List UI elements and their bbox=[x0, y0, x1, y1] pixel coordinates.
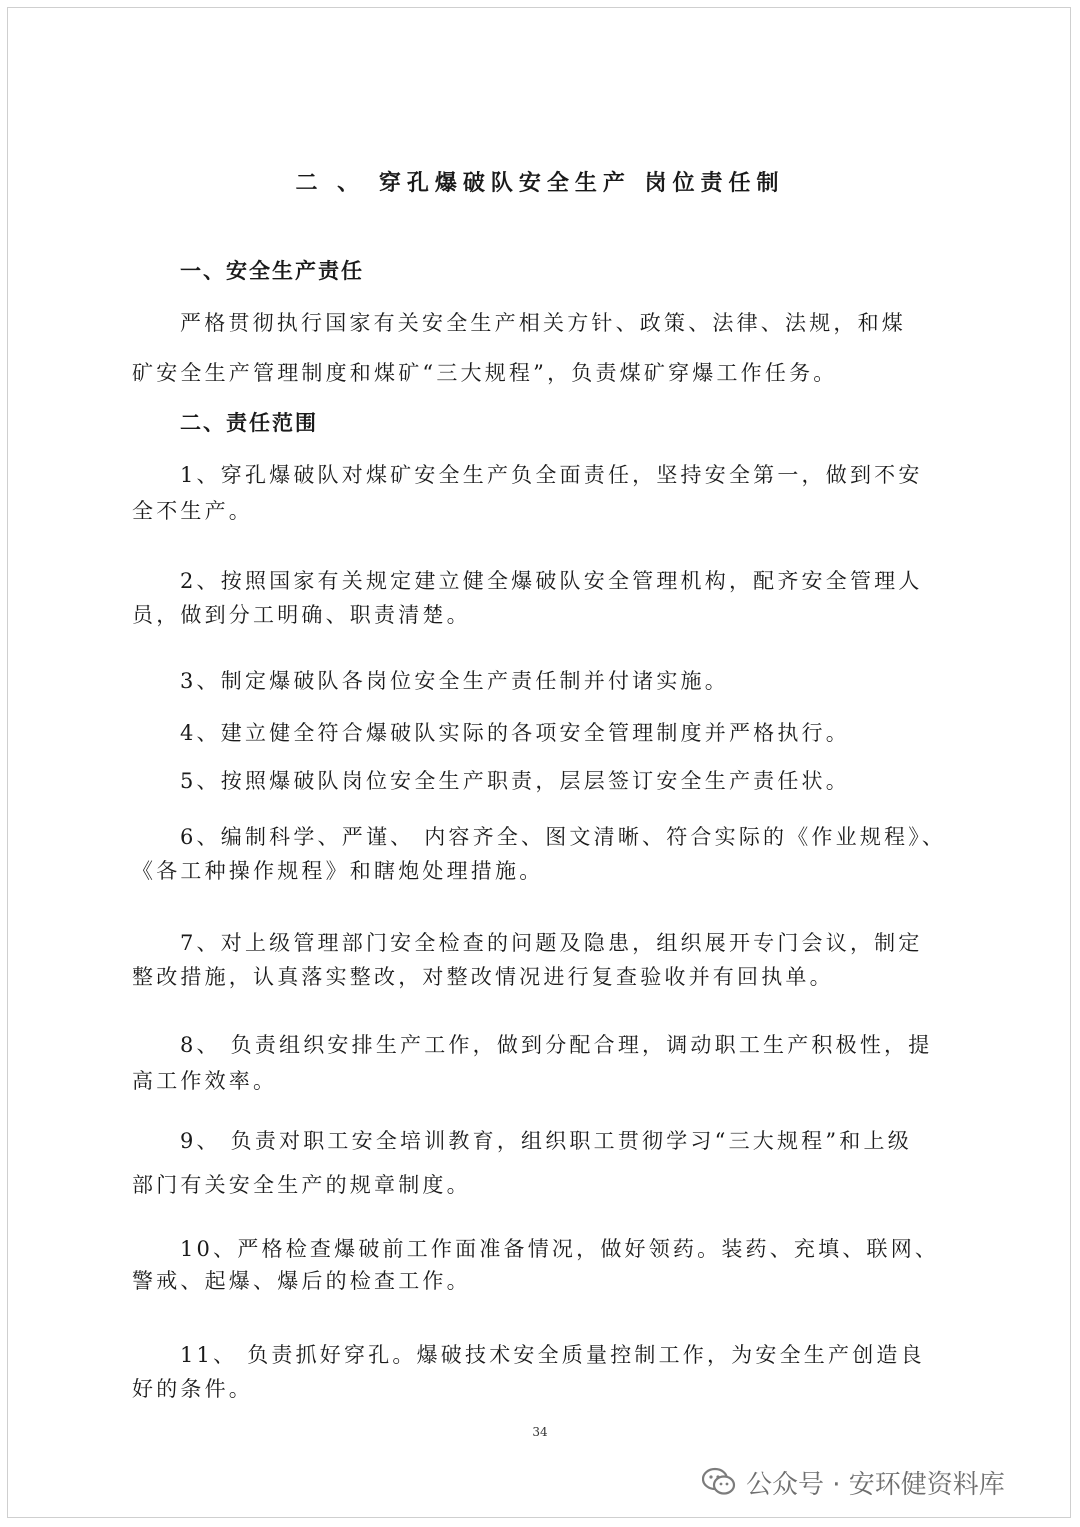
item-4: 4、建立健全符合爆破队实际的各项安全管理制度并严格执行。 bbox=[180, 721, 850, 745]
watermark-text: 公众号 · 安环健资料库 bbox=[746, 1469, 1005, 1500]
item-2-line1: 2、按照国家有关规定建立健全爆破队安全管理机构，配齐安全管理人 bbox=[180, 569, 923, 593]
section1-heading: 一、安全生产责任 bbox=[180, 258, 364, 283]
section1-body-line1: 严格贯彻执行国家有关安全生产相关方针、政策、法律、法规，和煤 bbox=[180, 311, 906, 335]
watermark bbox=[702, 1462, 1005, 1502]
item-10-line2: 警戒、起爆、爆后的检查工作。 bbox=[132, 1269, 471, 1293]
section2-heading: 二、责任范围 bbox=[180, 410, 318, 435]
item-6-line2: 《各工种操作规程》和瞎炮处理措施。 bbox=[132, 859, 544, 883]
page-number: 34 bbox=[532, 1425, 548, 1439]
item-10-line1: 10、严格检查爆破前工作面准备情况，做好领药。装药、充填、联网、 bbox=[180, 1237, 940, 1261]
item-1-line2: 全不生产。 bbox=[132, 499, 253, 523]
item-11-line1: 11、 负责抓好穿孔。爆破技术安全质量控制工作，为安全生产创造良 bbox=[180, 1343, 925, 1367]
wechat-icon bbox=[702, 1467, 736, 1497]
item-7-line1: 7、对上级管理部门安全检查的问题及隐患，组织展开专门会议，制定 bbox=[180, 931, 923, 955]
item-7-line2: 整改措施，认真落实整改，对整改情况进行复查验收并有回执单。 bbox=[132, 965, 834, 989]
item-2-line2: 员，做到分工明确、职责清楚。 bbox=[132, 603, 471, 627]
item-9-line2: 部门有关安全生产的规章制度。 bbox=[132, 1173, 471, 1197]
item-9-line1: 9、 负责对职工安全培训教育，组织职工贯彻学习“三大规程”和上级 bbox=[180, 1129, 912, 1153]
item-5: 5、按照爆破队岗位安全生产职责，层层签订安全生产责任状。 bbox=[180, 769, 850, 793]
section1-body-line2: 矿安全生产管理制度和煤矿“三大规程”，负责煤矿穿爆工作任务。 bbox=[132, 361, 838, 385]
item-6-line1: 6、编制科学、严谨、 内容齐全、图文清晰、符合实际的《作业规程》、 bbox=[180, 825, 947, 849]
item-8-line1: 8、 负责组织安排生产工作，做到分配合理，调动职工生产积极性，提 bbox=[180, 1033, 933, 1057]
item-1-line1: 1、穿孔爆破队对煤矿安全生产负全面责任，坚持安全第一，做到不安 bbox=[180, 463, 923, 487]
item-8-line2: 高工作效率。 bbox=[132, 1069, 278, 1093]
page-title: 二 、 穿孔爆破队安全生产 岗位责任制 bbox=[295, 170, 785, 196]
item-11-line2: 好的条件。 bbox=[132, 1377, 253, 1401]
item-3: 3、制定爆破队各岗位安全生产责任制并付诸实施。 bbox=[180, 669, 729, 693]
